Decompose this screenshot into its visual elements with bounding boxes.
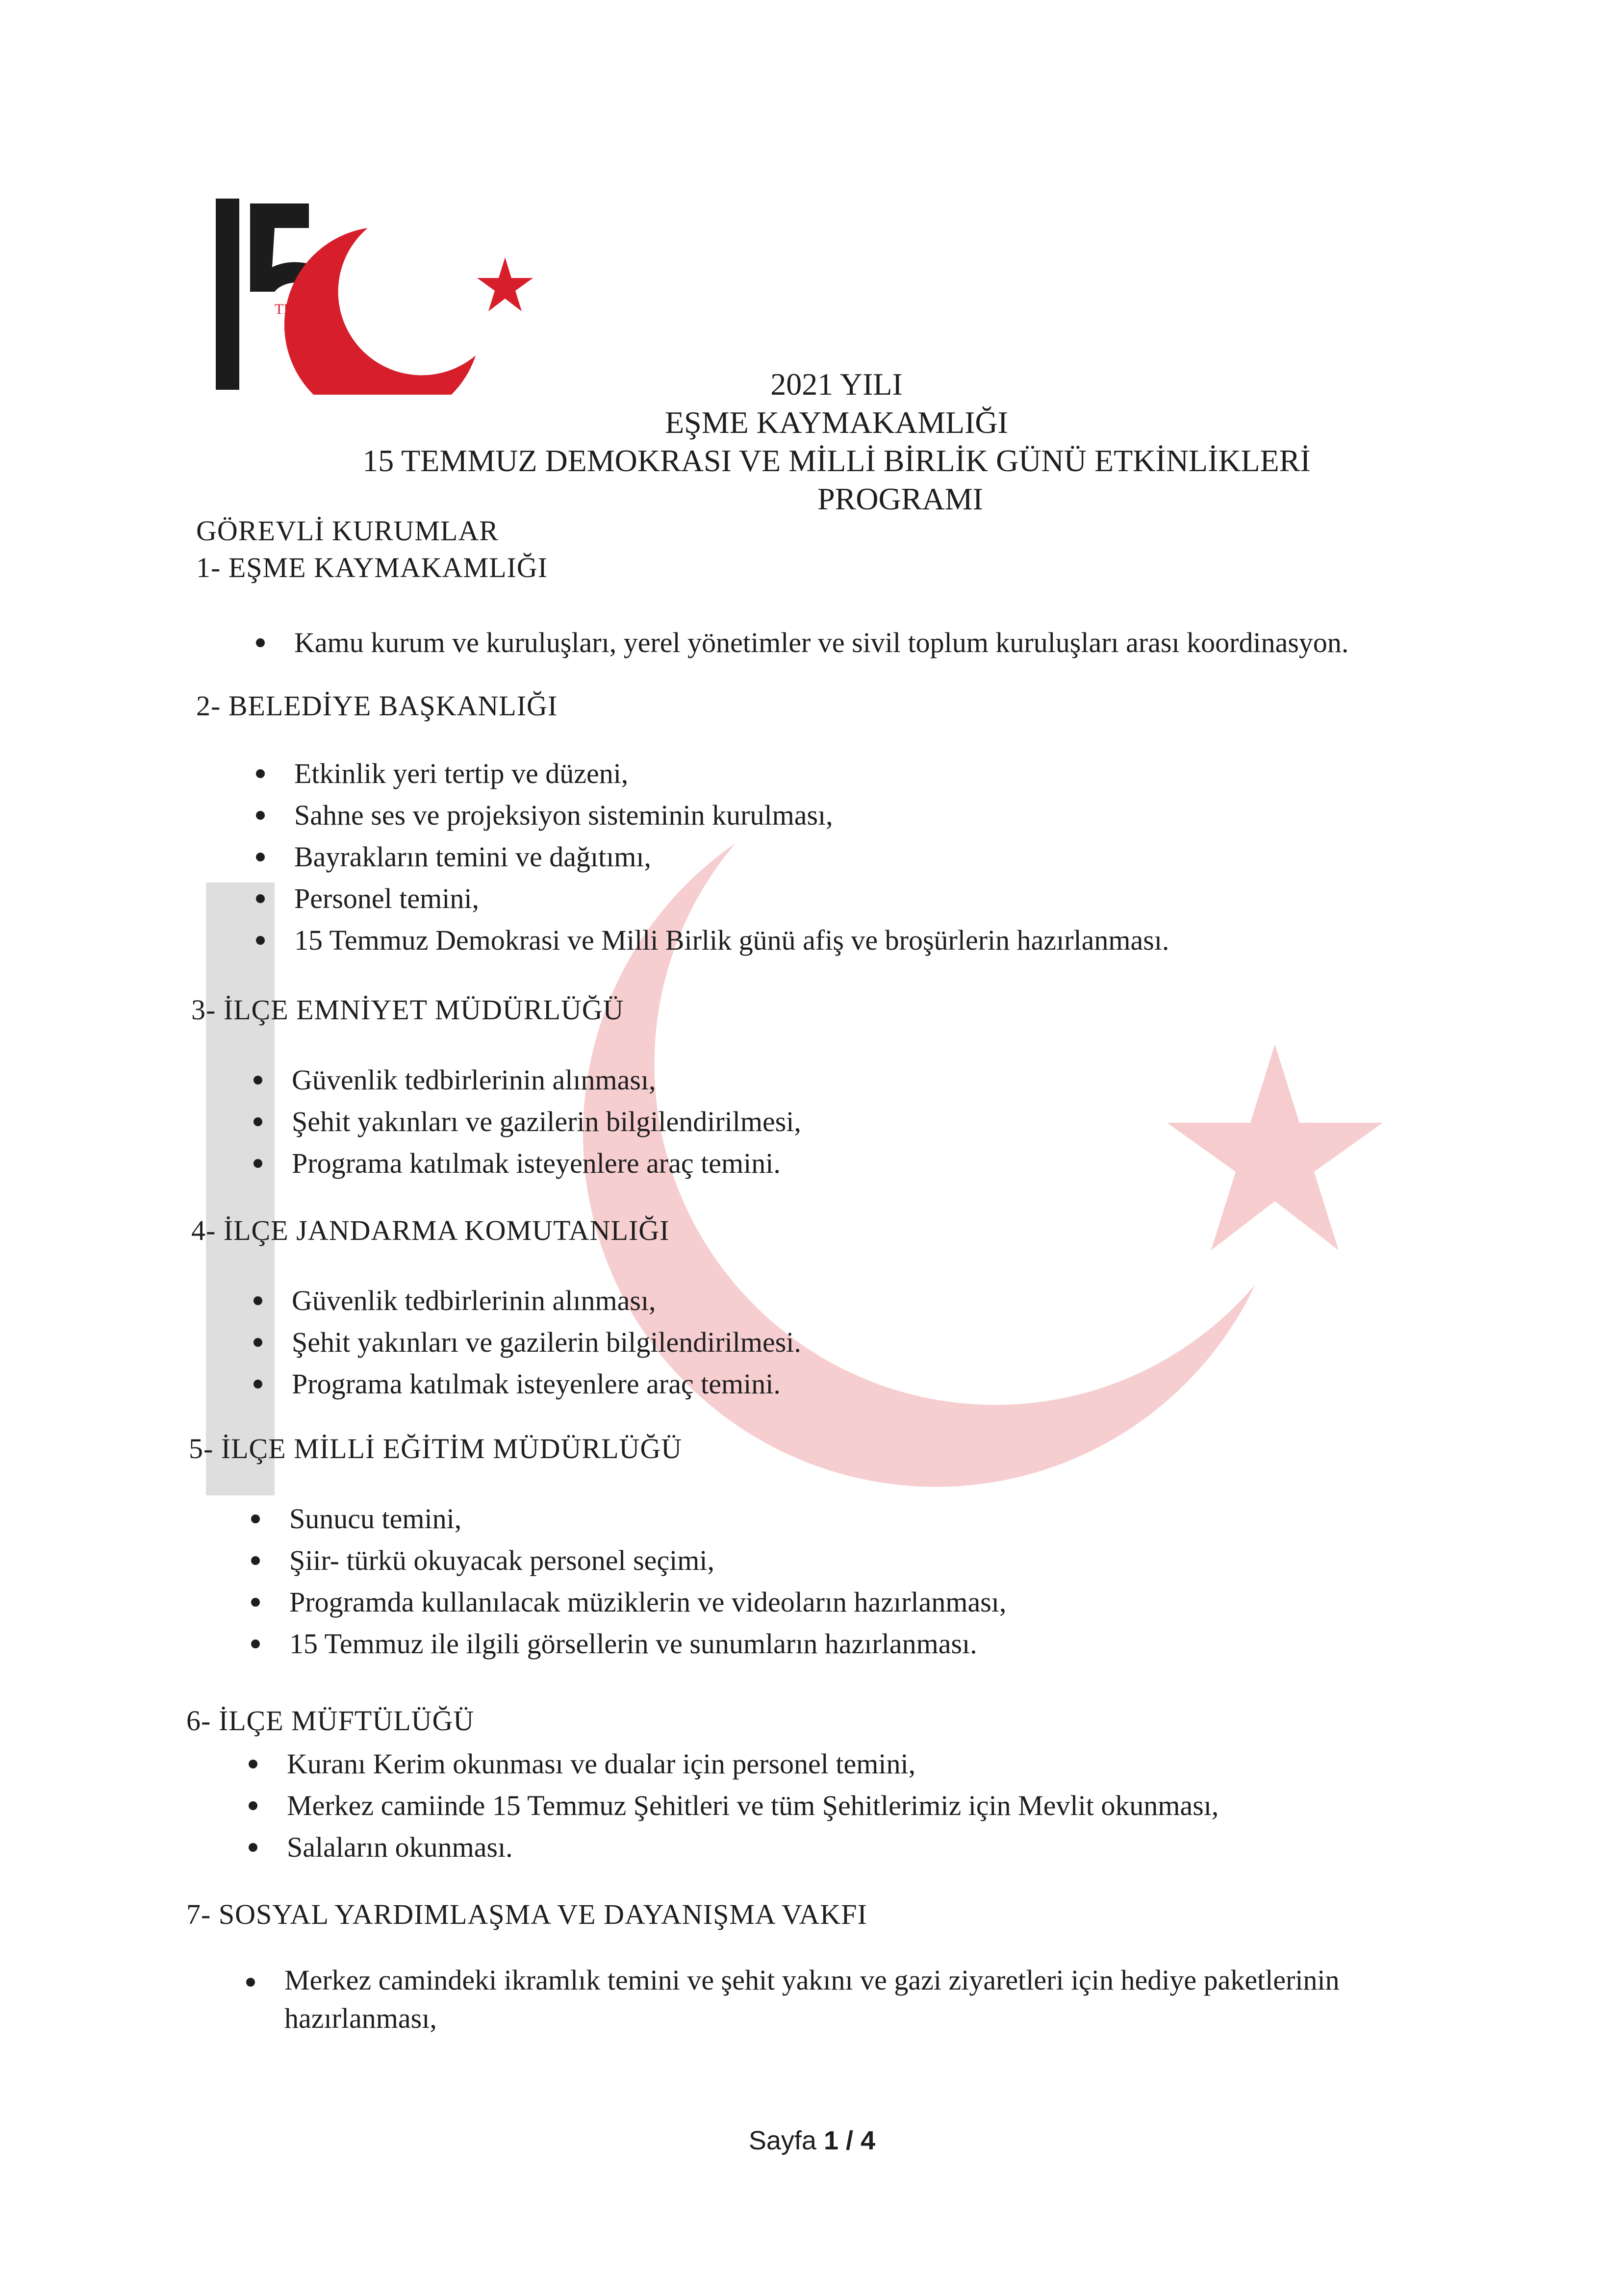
bullet-icon [256,853,265,861]
page-number [0,2125,1624,2156]
title-institution: EŞME KAYMAKAMLIĞI [665,405,1008,440]
list-item: Programa katılmak isteyenlere araç temini. [243,1142,801,1184]
list-item: Programa katılmak isteyenlere araç temini. [243,1363,801,1405]
list-item: Kamu kurum ve kuruluşları, yerel yönetimler ve sivil toplum kuruluşları arası koordinasyon. [245,622,1348,663]
bullet-icon [256,769,265,778]
list-item: Kuranı Kerim okunması ve dualar için personel temini, [238,1743,1218,1785]
list-item: Etkinlik yeri tertip ve düzeni, [245,753,1169,794]
section-5-list [240,1498,1006,1665]
page-total: 4 [861,2126,876,2155]
list-item: Personel temini, [245,878,1169,919]
title-year: 2021 YILI [770,367,903,402]
page-separator: / [846,2126,854,2155]
bullet-icon [251,1514,260,1523]
logo-temmuz-text: TEMMUZ [275,301,338,317]
bullet-icon [254,1338,262,1347]
list-item: Güvenlik tedbirlerinin alınması, [243,1059,801,1101]
section-heading: 6- İLÇE MÜFTÜLÜĞÜ [186,1705,475,1737]
list-item: Güvenlik tedbirlerinin alınması, [243,1280,801,1321]
list-item: Salaların okunması. [238,1826,1218,1868]
bullet-icon [256,936,265,945]
bullet-icon [249,1801,257,1810]
list-item: 15 Temmuz ile ilgili görsellerin ve sunumların hazırlanması. [240,1623,1006,1665]
bullet-icon [254,1159,262,1168]
list-item: Merkez camiinde 15 Temmuz Şehitleri ve tüm Şehitlerimiz için Mevlit okunması, [238,1785,1218,1826]
bullet-icon [249,1760,257,1768]
list-item: Şehit yakınları ve gazilerin bilgilendirilmesi. [243,1321,801,1363]
bullet-icon [251,1598,260,1607]
bullet-icon [249,1843,257,1852]
section-heading: 4- İLÇE JANDARMA KOMUTANLIĞI [191,1214,670,1246]
bullet-icon [251,1640,260,1648]
bullet-icon [254,1296,262,1305]
section-6-list [238,1743,1218,1868]
page-label: Sayfa [748,2126,816,2155]
bullet-icon [251,1556,260,1565]
list-item: Sunucu temini, [240,1498,1006,1539]
bullet-icon [256,811,265,820]
title-program: PROGRAMI [817,481,983,516]
bullet-icon [256,894,265,903]
section-2-list [245,753,1169,961]
watermark-star-icon [1167,1044,1383,1250]
section-1-list [245,622,1348,663]
list-item: 15 Temmuz Demokrasi ve Milli Birlik günü afiş ve broşürlerin hazırlanması. [245,919,1169,961]
document-title [0,365,1624,518]
page-current: 1 [823,2126,839,2155]
title-event: 15 TEMMUZ DEMOKRASI VE MİLLİ BİRLİK GÜNÜ ETKİNLİKLERİ [362,443,1311,478]
section-heading: 2- BELEDİYE BAŞKANLIĞI [196,690,558,722]
list-item: Şiir- türkü okuyacak personel seçimi, [240,1539,1006,1581]
section-heading: 7- SOSYAL YARDIMLAŞMA VE DAYANIŞMA VAKFI [186,1898,867,1930]
bullet-icon [246,1978,255,1987]
section-heading: 3- İLÇE EMNİYET MÜDÜRLÜĞÜ [191,994,624,1026]
list-item: Sahne ses ve projeksiyon sisteminin kurulması, [245,794,1169,836]
logo-star-icon [477,257,533,311]
fifteen-temmuz-logo [206,194,549,395]
section-heading: 5- İLÇE MİLLİ EĞİTİM MÜDÜRLÜĞÜ [189,1433,683,1464]
section-4-list [243,1280,801,1405]
bullet-icon [256,638,265,647]
list-item: Şehit yakınları ve gazilerin bilgilendirilmesi, [243,1101,801,1142]
list-item: Merkez camindeki ikramlık temini ve şehit yakını ve gazi ziyaretleri için hediye paketlerinin hazırlanması, [235,1961,1461,2038]
section-7-list [235,1961,1461,2038]
section-heading: 1- EŞME KAYMAKAMLIĞI [196,552,548,583]
logo-one-stroke [216,199,239,390]
subtitle-responsible-institutions: GÖREVLİ KURUMLAR [196,515,499,547]
bullet-icon [254,1117,262,1126]
bullet-icon [254,1380,262,1388]
list-item: Programda kullanılacak müziklerin ve videoların hazırlanması, [240,1581,1006,1623]
bullet-icon [254,1076,262,1085]
list-item: Bayrakların temini ve dağıtımı, [245,836,1169,878]
section-3-list [243,1059,801,1184]
